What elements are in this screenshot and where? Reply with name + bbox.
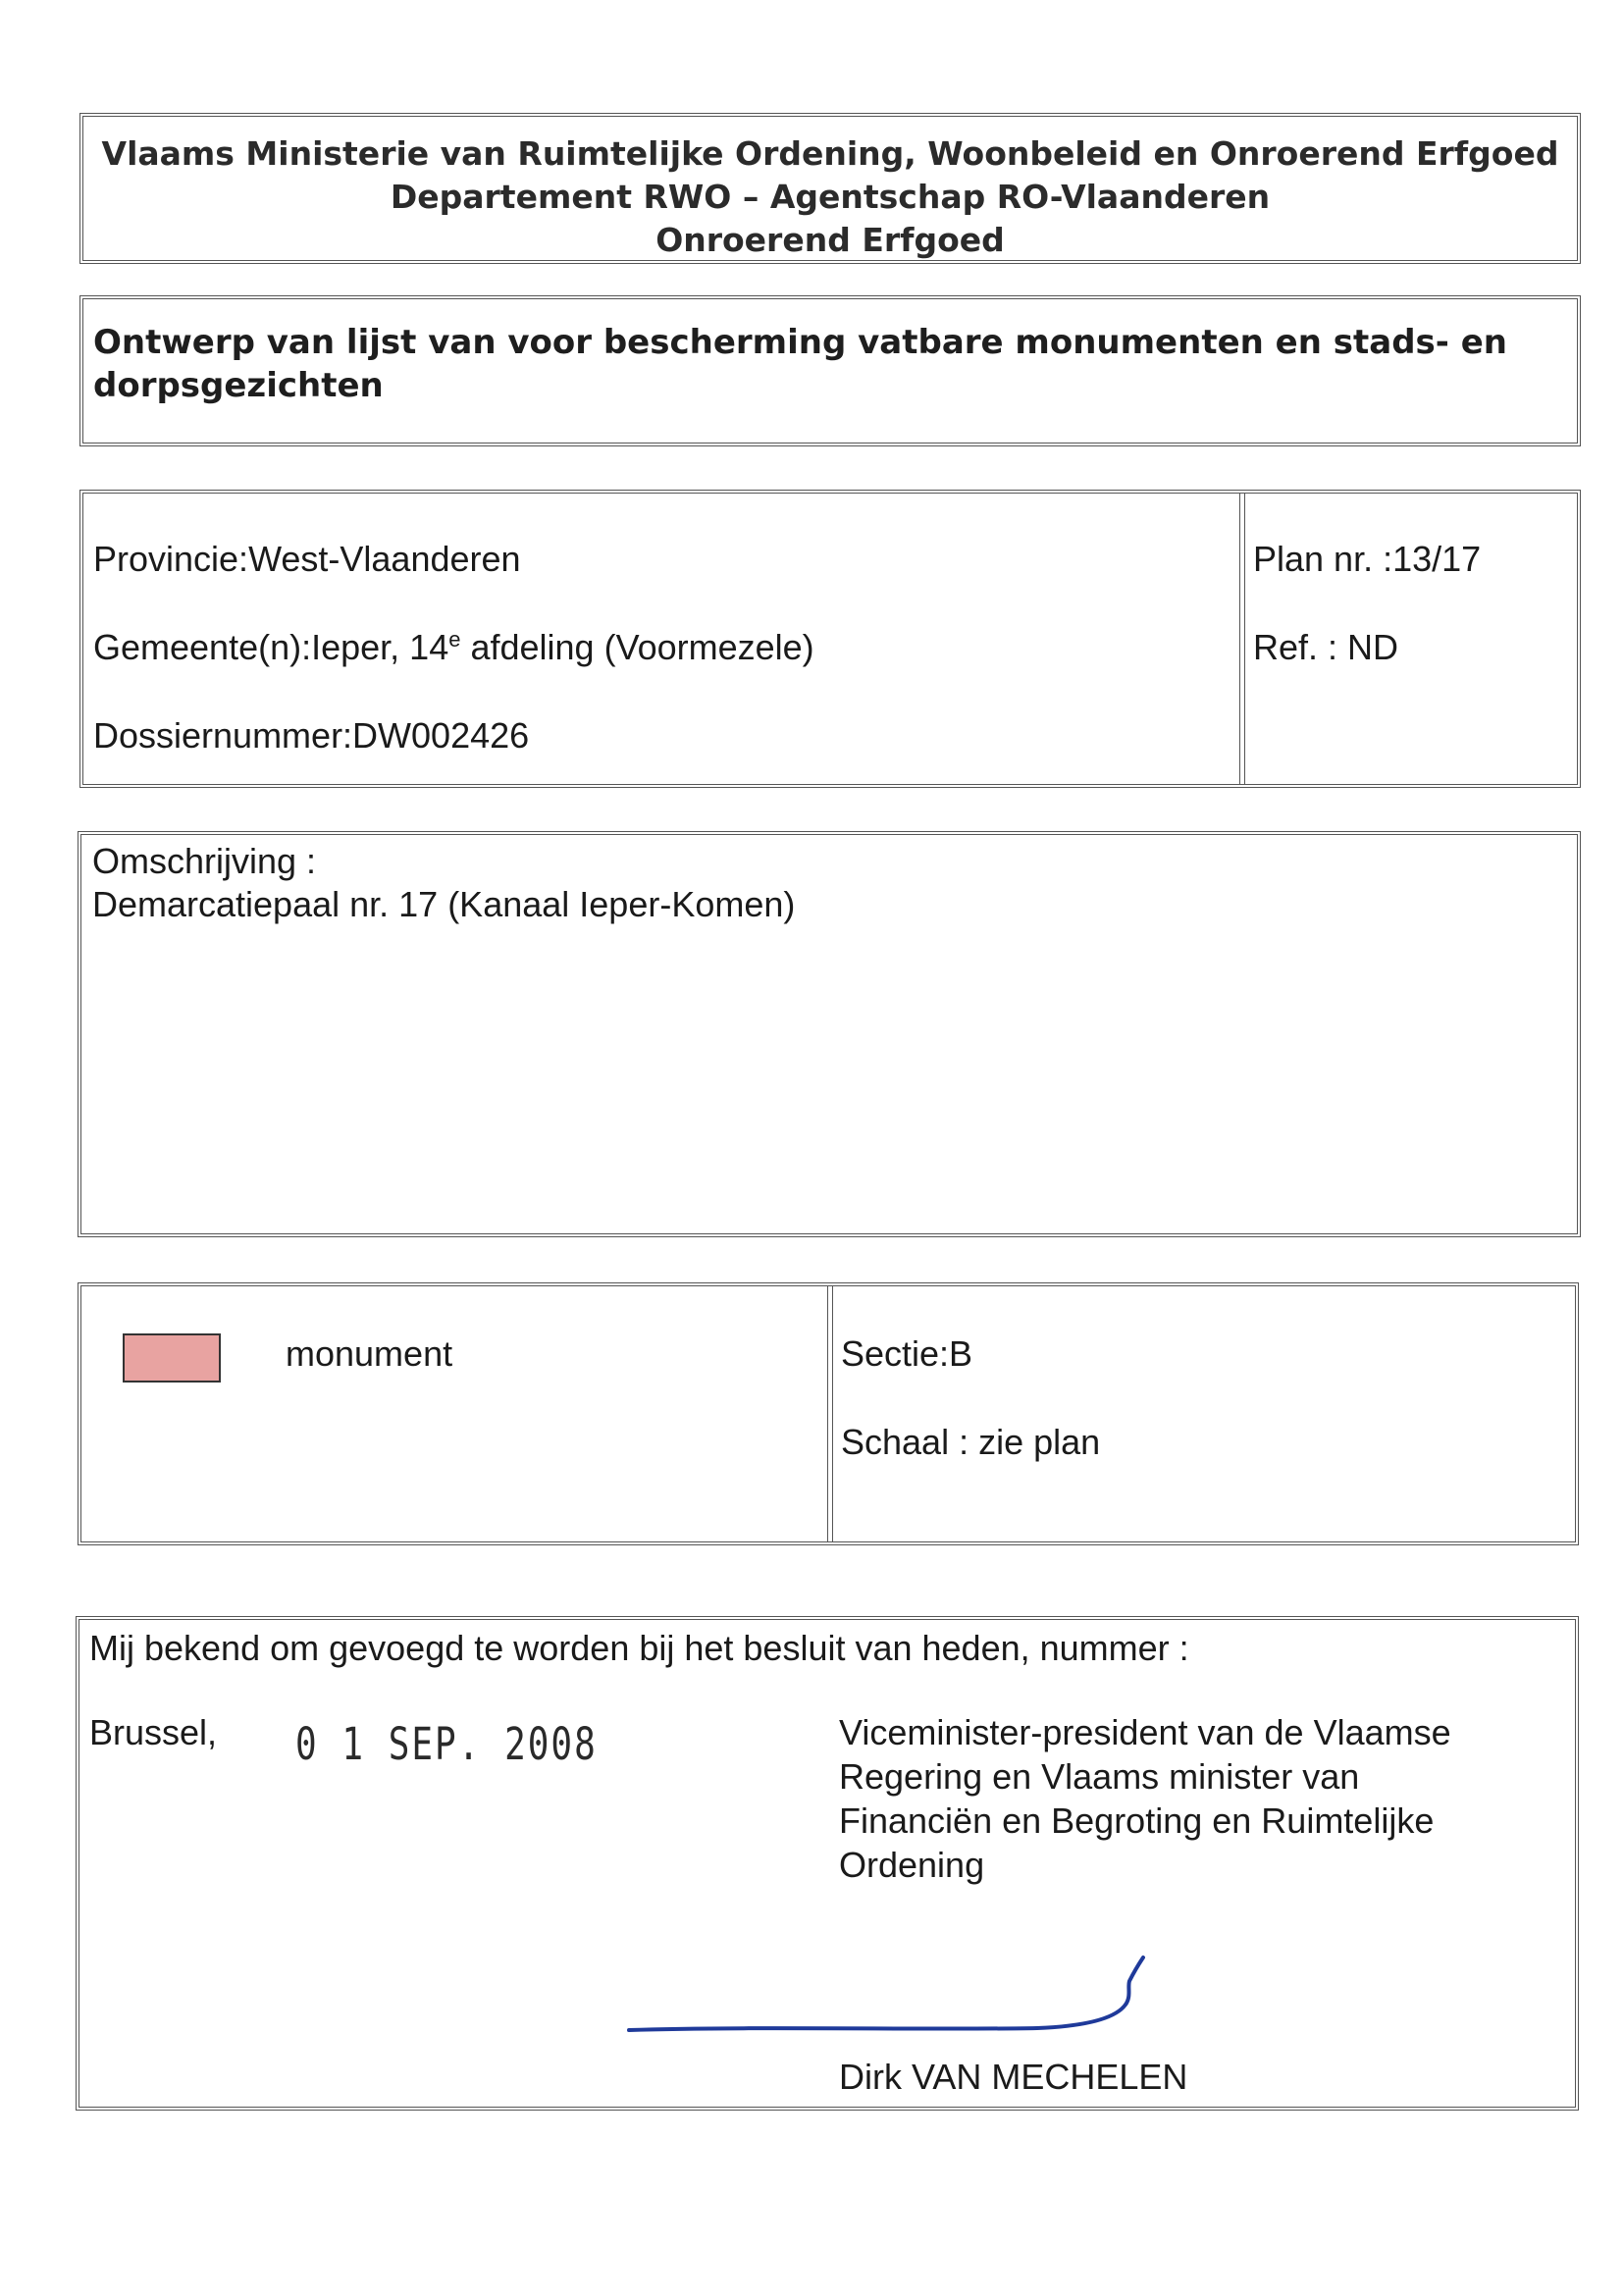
- approval-statement: Mij bekend om gevoegd te worden bij het besluit van heden, nummer :: [89, 1628, 1189, 1668]
- gemeente-field: [93, 627, 814, 668]
- document-title-box: [82, 298, 1578, 444]
- signatory-role-line3: Financiën en Begroting en Ruimtelijke: [839, 1800, 1435, 1841]
- info-divider: [1239, 494, 1240, 784]
- legend-box: [80, 1285, 1576, 1542]
- gemeente-superscript: e: [448, 627, 461, 652]
- gemeente-text: Gemeente(n):Ieper, 14: [93, 627, 449, 667]
- info-box: [82, 493, 1578, 785]
- legend-divider-inner: [832, 1286, 833, 1541]
- dossier-field: Dossiernummer:DW002426: [93, 715, 530, 756]
- provincie-field: Provincie:West-Vlaanderen: [93, 539, 521, 579]
- schaal-field: Schaal : zie plan: [841, 1422, 1101, 1462]
- department-name: Departement RWO – Agentschap RO-Vlaanderen: [390, 178, 1271, 216]
- signatory-role-line4: Ordening: [839, 1845, 985, 1885]
- signatory-role-line2: Regering en Vlaams minister van: [839, 1756, 1360, 1797]
- signatory-name: Dirk VAN MECHELEN: [839, 2057, 1188, 2097]
- ministry-name: Vlaams Ministerie van Ruimtelijke Ordening, Woonbeleid en Onroerend Erfgoed: [101, 134, 1559, 173]
- reference: Ref. : ND: [1253, 627, 1399, 667]
- plan-number: Plan nr. :13/17: [1253, 539, 1482, 579]
- date-stamp: 0 1 SEP. 2008: [295, 1720, 598, 1771]
- signatory-role-line1: Viceminister-president van de Vlaamse: [839, 1712, 1451, 1752]
- sectie-field: Sectie:B: [841, 1333, 973, 1374]
- place-field: Brussel,: [89, 1712, 218, 1752]
- description-box: [80, 834, 1578, 1234]
- document-title-line1: Ontwerp van lijst van voor bescherming vatbare monumenten en stads- en: [93, 323, 1507, 362]
- document-title-line2: dorpsgezichten: [93, 366, 384, 405]
- handwritten-signature: [625, 1954, 1175, 2061]
- monument-color-swatch: [123, 1333, 221, 1383]
- description-text: Demarcatiepaal nr. 17 (Kanaal Ieper-Komen): [92, 884, 796, 924]
- legend-divider: [827, 1286, 828, 1541]
- signature-box: [79, 1619, 1576, 2108]
- description-label: Omschrijving :: [92, 841, 317, 881]
- legend-label: monument: [286, 1333, 453, 1374]
- gemeente-afdeling: afdeling (Voormezele): [460, 627, 814, 667]
- info-divider-inner: [1244, 494, 1245, 784]
- header-box: [82, 116, 1578, 261]
- agency-name: Onroerend Erfgoed: [655, 221, 1005, 259]
